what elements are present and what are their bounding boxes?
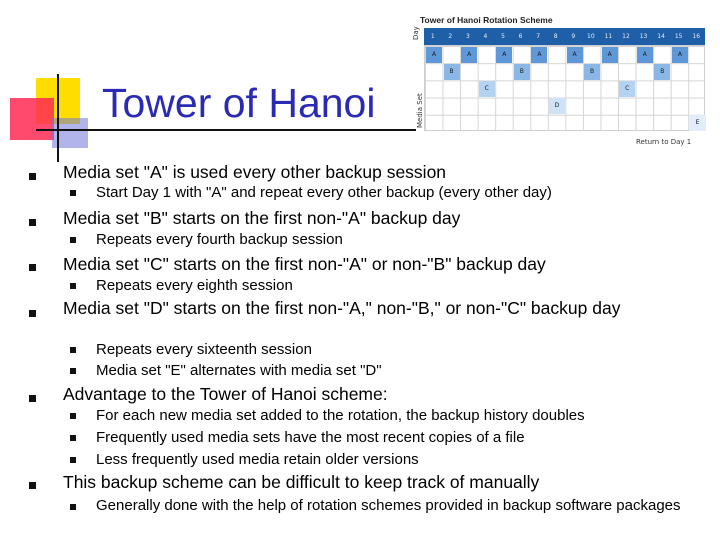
day-number: 14 bbox=[657, 33, 665, 40]
media-set-cell-b: B bbox=[444, 64, 460, 80]
day-number: 8 bbox=[553, 33, 558, 40]
bullet-item: Media set "B" starts on the first non-"A" backup day bbox=[63, 208, 461, 228]
bullet-marker bbox=[29, 173, 36, 180]
return-label: Return to Day 1 bbox=[636, 138, 692, 146]
axis-media-label: Media Set bbox=[416, 93, 424, 128]
media-set-cell-b: B bbox=[654, 64, 670, 80]
bullet-item: Advantage to the Tower of Hanoi scheme: bbox=[63, 384, 388, 404]
media-set-cell-a: A bbox=[567, 47, 583, 63]
media-set-cell-b: B bbox=[584, 64, 600, 80]
sub-bullet-marker bbox=[70, 504, 76, 510]
day-number: 9 bbox=[571, 33, 576, 40]
sub-bullet-marker bbox=[70, 368, 76, 374]
media-set-cell-c: C bbox=[619, 81, 635, 97]
bullet-marker bbox=[29, 264, 36, 271]
media-set-cell-a: A bbox=[602, 47, 618, 63]
media-set-cell-e: E bbox=[689, 115, 705, 131]
axis-day-label: Day bbox=[412, 26, 420, 40]
day-number: 11 bbox=[604, 33, 613, 40]
media-set-cell-a: A bbox=[496, 47, 512, 63]
slide-title: Tower of Hanoi bbox=[102, 80, 376, 126]
media-set-cell-a: A bbox=[426, 47, 442, 63]
sub-bullet-marker bbox=[70, 435, 76, 441]
bullet-marker bbox=[29, 310, 36, 317]
day-number: 5 bbox=[501, 33, 505, 40]
media-set-cell-b: B bbox=[514, 64, 530, 80]
sub-bullet-item: Start Day 1 with "A" and repeat every other backup (every other day) bbox=[96, 184, 552, 201]
bullet-marker bbox=[29, 395, 36, 402]
sub-bullet-item: Repeats every eighth session bbox=[96, 277, 293, 294]
bullet-item: Media set "D" starts on the first non-"A," non-"B," or non-"C" backup day bbox=[63, 298, 621, 318]
sub-bullet-item: Frequently used media sets have the most recent copies of a file bbox=[96, 429, 525, 446]
day-number: 16 bbox=[692, 33, 701, 40]
day-number: 4 bbox=[483, 33, 488, 40]
sub-bullet-item: Less frequently used media retain older versions bbox=[96, 451, 419, 468]
media-set-cell-a: A bbox=[531, 47, 547, 63]
day-number: 12 bbox=[622, 33, 630, 40]
sub-bullet-item: Repeats every sixteenth session bbox=[96, 341, 312, 358]
day-number: 10 bbox=[587, 33, 595, 40]
day-number: 7 bbox=[536, 33, 541, 40]
sub-bullet-marker bbox=[70, 347, 76, 353]
media-set-cell-a: A bbox=[637, 47, 653, 63]
day-number: 13 bbox=[639, 33, 648, 40]
day-number: 2 bbox=[448, 33, 453, 40]
sub-bullet-item: Media set "E" alternates with media set "D" bbox=[96, 362, 382, 379]
bullet-marker bbox=[29, 482, 36, 489]
day-number: 15 bbox=[674, 33, 683, 40]
day-number: 6 bbox=[518, 33, 523, 40]
sub-bullet-marker bbox=[70, 413, 76, 419]
bullet-item: Media set "C" starts on the first non-"A" or non-"B" backup day bbox=[63, 254, 546, 274]
media-set-cell-a: A bbox=[461, 47, 477, 63]
sub-bullet-marker bbox=[70, 190, 76, 196]
bullet-item: Media set "A" is used every other backup session bbox=[63, 162, 447, 182]
sub-bullet-item: For each new media set added to the rotation, the backup history doubles bbox=[96, 407, 585, 424]
media-set-cell-a: A bbox=[672, 47, 688, 63]
day-number: 3 bbox=[465, 33, 470, 40]
sub-bullet-marker bbox=[70, 457, 76, 463]
sub-bullet-item: Generally done with the help of rotation schemes provided in backup software packages bbox=[96, 497, 681, 514]
sub-bullet-marker bbox=[70, 283, 76, 289]
bullet-marker bbox=[29, 219, 36, 226]
scheme-title: Tower of Hanoi Rotation Scheme bbox=[420, 15, 553, 25]
sub-bullet-item: Repeats every fourth backup session bbox=[96, 231, 343, 248]
media-set-cell-d: D bbox=[549, 98, 565, 114]
day-number: 1 bbox=[430, 33, 435, 40]
bullet-item: This backup scheme can be difficult to keep track of manually bbox=[63, 472, 540, 492]
media-set-cell-c: C bbox=[479, 81, 495, 97]
sub-bullet-marker bbox=[70, 237, 76, 243]
